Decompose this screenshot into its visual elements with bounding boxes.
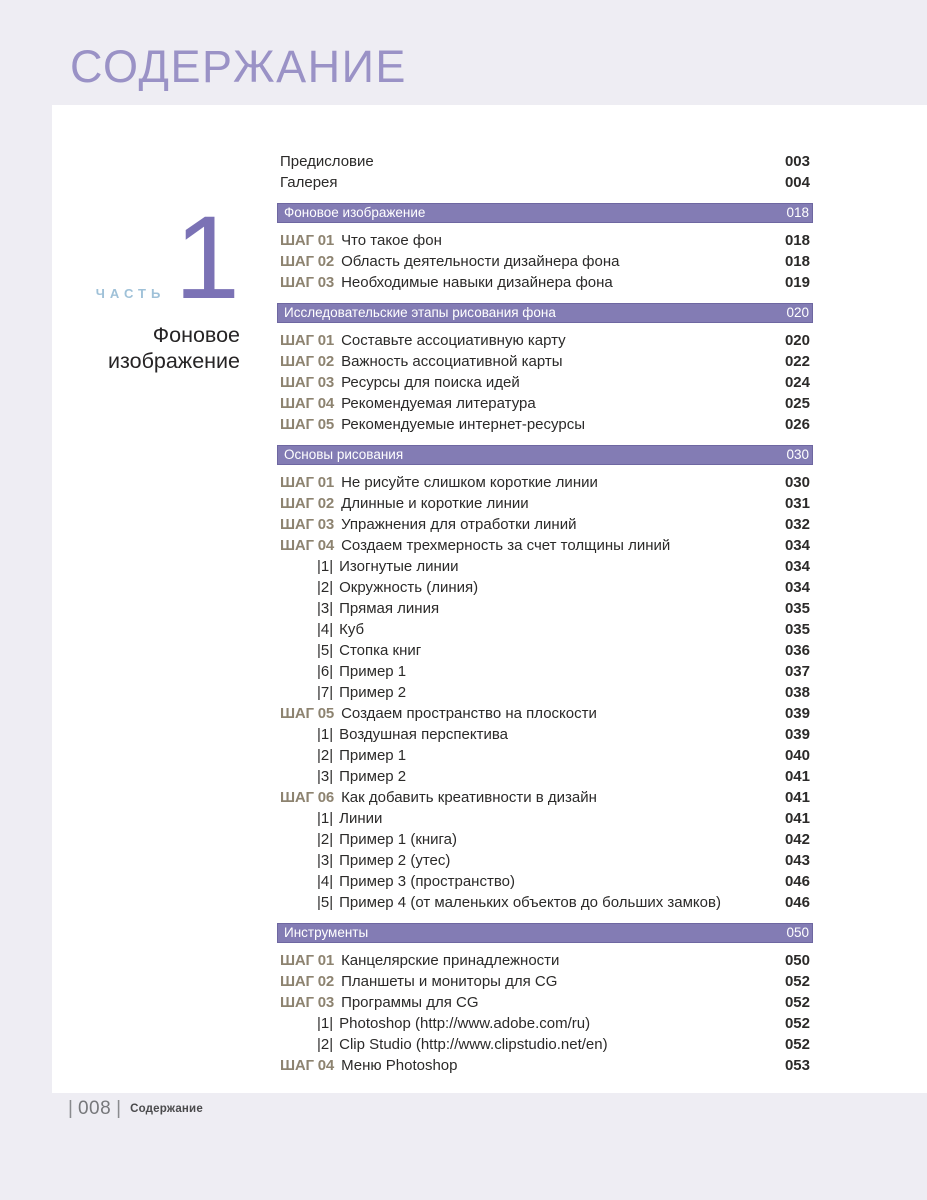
entry-text bbox=[280, 330, 566, 351]
entry-text bbox=[280, 230, 442, 251]
entry-title: Необходимые навыки дизайнера фона bbox=[341, 274, 613, 291]
entry-page-number: 052 bbox=[784, 973, 810, 990]
entry-title: Что такое фон bbox=[341, 232, 442, 249]
entry-page-number: 039 bbox=[784, 726, 810, 743]
entry-title: Пример 2 bbox=[339, 684, 407, 701]
entry-text bbox=[280, 151, 374, 172]
entry-text bbox=[280, 414, 585, 435]
entry-page-number: 040 bbox=[784, 747, 810, 764]
subentry-index: |3| bbox=[317, 768, 334, 785]
entry-page-number: 041 bbox=[784, 789, 810, 806]
step-label: ШАГ 02 bbox=[280, 353, 335, 370]
step-label: ШАГ 01 bbox=[280, 332, 335, 349]
entry-text bbox=[280, 472, 598, 493]
step-label: ШАГ 03 bbox=[280, 994, 335, 1011]
toc-entry bbox=[280, 172, 810, 193]
entry-text bbox=[317, 640, 421, 661]
subentry-index: |3| bbox=[317, 852, 334, 869]
section-header-bar bbox=[277, 923, 813, 943]
toc-entry bbox=[280, 971, 810, 992]
entry-text bbox=[280, 703, 597, 724]
entry-title: Прямая линия bbox=[339, 600, 440, 617]
entry-page-number: 036 bbox=[784, 642, 810, 659]
entry-page-number: 034 bbox=[784, 579, 810, 596]
step-label: ШАГ 05 bbox=[280, 416, 335, 433]
step-label: ШАГ 02 bbox=[280, 253, 335, 270]
entry-title: Канцелярские принадлежности bbox=[341, 952, 560, 969]
entry-title: Упражнения для отработки линий bbox=[341, 516, 577, 533]
toc-entry bbox=[280, 950, 810, 971]
subentry-index: |5| bbox=[317, 894, 334, 911]
entry-title: Ресурсы для поиска идей bbox=[341, 374, 520, 391]
entry-title: Длинные и короткие линии bbox=[341, 495, 529, 512]
step-label: ШАГ 01 bbox=[280, 232, 335, 249]
entry-text bbox=[280, 787, 597, 808]
part-number: 1 bbox=[174, 192, 240, 324]
content-sheet bbox=[52, 105, 927, 1093]
toc-subentry bbox=[280, 619, 810, 640]
entry-title: Создаем трехмерность за счет толщины линий bbox=[341, 537, 671, 554]
entry-title: Стопка книг bbox=[339, 642, 422, 659]
section-page-number: 050 bbox=[786, 925, 809, 940]
entry-title: Окружность (линия) bbox=[339, 579, 479, 596]
entry-title: Clip Studio (http://www.clipstudio.net/en) bbox=[339, 1036, 608, 1053]
toc-entry bbox=[280, 1055, 810, 1076]
entry-title: Создаем пространство на плоскости bbox=[341, 705, 597, 722]
entry-page-number: 043 bbox=[784, 852, 810, 869]
part-block bbox=[52, 192, 240, 374]
toc-entry bbox=[280, 330, 810, 351]
entry-text bbox=[317, 661, 406, 682]
entry-text bbox=[280, 351, 563, 372]
part-heading bbox=[52, 192, 240, 324]
entry-text bbox=[317, 1034, 608, 1055]
toc-subentry bbox=[280, 682, 810, 703]
entry-page-number: 022 bbox=[784, 353, 810, 370]
entry-title: Пример 4 (от маленьких объектов до больших замков) bbox=[339, 894, 721, 911]
subentry-index: |1| bbox=[317, 726, 334, 743]
entry-text bbox=[317, 682, 406, 703]
entry-text bbox=[317, 892, 721, 913]
entry-title: Пример 1 bbox=[339, 747, 407, 764]
step-label: ШАГ 04 bbox=[280, 537, 335, 554]
entry-text bbox=[280, 514, 576, 535]
entry-text bbox=[317, 766, 406, 787]
subentry-index: |1| bbox=[317, 558, 334, 575]
toc-subentry bbox=[280, 829, 810, 850]
toc-subentry bbox=[280, 556, 810, 577]
part-name bbox=[52, 322, 240, 374]
toc-subentry bbox=[280, 640, 810, 661]
entry-page-number: 037 bbox=[784, 663, 810, 680]
toc-entry bbox=[280, 251, 810, 272]
entry-title: Планшеты и мониторы для CG bbox=[341, 973, 558, 990]
entry-title: Пример 1 (книга) bbox=[339, 831, 458, 848]
entry-text bbox=[317, 577, 478, 598]
entry-title: Куб bbox=[339, 621, 365, 638]
step-label: ШАГ 03 bbox=[280, 274, 335, 291]
toc-subentry bbox=[280, 577, 810, 598]
entry-page-number: 042 bbox=[784, 831, 810, 848]
toc-entry bbox=[280, 703, 810, 724]
entry-text bbox=[317, 850, 450, 871]
section-title: Инструменты bbox=[284, 925, 369, 940]
entry-page-number: 038 bbox=[784, 684, 810, 701]
toc-subentry bbox=[280, 1034, 810, 1055]
step-label: ШАГ 01 bbox=[280, 952, 335, 969]
toc-entry bbox=[280, 230, 810, 251]
entry-page-number: 018 bbox=[784, 253, 810, 270]
subentry-index: |2| bbox=[317, 831, 334, 848]
step-label: ШАГ 01 bbox=[280, 474, 335, 491]
entry-text bbox=[280, 971, 557, 992]
section-page-number: 020 bbox=[786, 305, 809, 320]
page-title: СОДЕРЖАНИЕ bbox=[70, 41, 407, 92]
entry-text bbox=[280, 393, 536, 414]
entry-title: Пример 3 (пространство) bbox=[339, 873, 515, 890]
section-title: Фоновое изображение bbox=[284, 205, 426, 220]
section-title: Исследовательские этапы рисования фона bbox=[284, 305, 556, 320]
toc-subentry bbox=[280, 871, 810, 892]
entry-page-number: 041 bbox=[784, 768, 810, 785]
subentry-index: |4| bbox=[317, 621, 334, 638]
entry-title: Пример 2 (утес) bbox=[339, 852, 451, 869]
toc-entry bbox=[280, 472, 810, 493]
section-title: Основы рисования bbox=[284, 447, 404, 462]
entry-page-number: 025 bbox=[784, 395, 810, 412]
subentry-index: |4| bbox=[317, 873, 334, 890]
subentry-index: |2| bbox=[317, 579, 334, 596]
subentry-index: |2| bbox=[317, 1036, 334, 1053]
entry-title: Пример 2 bbox=[339, 768, 407, 785]
section-header-bar bbox=[277, 445, 813, 465]
step-label: ШАГ 03 bbox=[280, 516, 335, 533]
entry-page-number: 052 bbox=[784, 994, 810, 1011]
entry-page-number: 026 bbox=[784, 416, 810, 433]
entry-page-number: 034 bbox=[784, 537, 810, 554]
entry-text bbox=[280, 272, 613, 293]
entry-title: Как добавить креативности в дизайн bbox=[341, 789, 597, 806]
part-name-line1: Фоновое bbox=[152, 323, 240, 347]
entry-text bbox=[317, 829, 457, 850]
subentry-index: |5| bbox=[317, 642, 334, 659]
step-label: ШАГ 05 bbox=[280, 705, 335, 722]
entry-text bbox=[280, 535, 670, 556]
entry-page-number: 030 bbox=[784, 474, 810, 491]
page-footer bbox=[68, 1098, 203, 1120]
entry-page-number: 050 bbox=[784, 952, 810, 969]
entry-text bbox=[317, 871, 515, 892]
entry-text bbox=[280, 1055, 458, 1076]
entry-page-number: 035 bbox=[784, 600, 810, 617]
section-page-number: 018 bbox=[786, 205, 809, 220]
entry-page-number: 046 bbox=[784, 873, 810, 890]
entry-text bbox=[317, 619, 364, 640]
entry-page-number: 035 bbox=[784, 621, 810, 638]
toc-subentry bbox=[280, 1013, 810, 1034]
subentry-index: |2| bbox=[317, 747, 334, 764]
entry-text bbox=[317, 745, 406, 766]
step-label: ШАГ 03 bbox=[280, 374, 335, 391]
toc-entry bbox=[280, 992, 810, 1013]
section-header-bar bbox=[277, 303, 813, 323]
entry-title: Рекомендуемые интернет-ресурсы bbox=[341, 416, 585, 433]
entry-page-number: 024 bbox=[784, 374, 810, 391]
subentry-index: |3| bbox=[317, 600, 334, 617]
subentry-index: |1| bbox=[317, 1015, 334, 1032]
toc-subentry bbox=[280, 808, 810, 829]
footer-separator: | bbox=[116, 1098, 122, 1119]
step-label: ШАГ 02 bbox=[280, 495, 335, 512]
part-label: ЧАСТЬ bbox=[95, 286, 166, 301]
subentry-index: |7| bbox=[317, 684, 334, 701]
section-page-number: 030 bbox=[786, 447, 809, 462]
toc-subentry bbox=[280, 598, 810, 619]
toc-entry bbox=[280, 787, 810, 808]
toc-entry bbox=[280, 351, 810, 372]
entry-page-number: 052 bbox=[784, 1036, 810, 1053]
entry-title: Меню Photoshop bbox=[341, 1057, 458, 1074]
step-label: ШАГ 06 bbox=[280, 789, 335, 806]
entry-text bbox=[280, 493, 529, 514]
entry-text bbox=[317, 1013, 590, 1034]
entry-page-number: 003 bbox=[784, 153, 810, 170]
entry-page-number: 052 bbox=[784, 1015, 810, 1032]
entry-title: Пример 1 bbox=[339, 663, 407, 680]
toc-subentry bbox=[280, 766, 810, 787]
entry-title: Воздушная перспектива bbox=[339, 726, 508, 743]
entry-text bbox=[280, 372, 520, 393]
subentry-index: |1| bbox=[317, 810, 334, 827]
entry-title: Не рисуйте слишком короткие линии bbox=[341, 474, 598, 491]
footer-separator: | bbox=[68, 1098, 73, 1119]
entry-title: Важность ассоциативной карты bbox=[341, 353, 563, 370]
entry-text bbox=[317, 598, 439, 619]
entry-page-number: 046 bbox=[784, 894, 810, 911]
toc-entry bbox=[280, 535, 810, 556]
toc-entry bbox=[280, 493, 810, 514]
entry-text bbox=[317, 724, 508, 745]
entry-page-number: 018 bbox=[784, 232, 810, 249]
entry-text bbox=[317, 808, 382, 829]
step-label: ШАГ 02 bbox=[280, 973, 335, 990]
entry-title: Photoshop (http://www.adobe.com/ru) bbox=[339, 1015, 591, 1032]
toc-entry bbox=[280, 414, 810, 435]
toc-entry bbox=[280, 151, 810, 172]
entry-page-number: 041 bbox=[784, 810, 810, 827]
entry-page-number: 031 bbox=[784, 495, 810, 512]
entry-text bbox=[280, 992, 479, 1013]
toc-entry bbox=[280, 514, 810, 535]
entry-title: Изогнутые линии bbox=[339, 558, 459, 575]
entry-page-number: 034 bbox=[784, 558, 810, 575]
entry-title: Область деятельности дизайнера фона bbox=[341, 253, 620, 270]
toc-subentry bbox=[280, 661, 810, 682]
toc-subentry bbox=[280, 745, 810, 766]
entry-page-number: 032 bbox=[784, 516, 810, 533]
toc-entry bbox=[280, 393, 810, 414]
part-name-line2: изображение bbox=[108, 349, 240, 373]
entry-title: Линии bbox=[339, 810, 383, 827]
entry-text bbox=[280, 950, 559, 971]
toc-subentry bbox=[280, 724, 810, 745]
entry-page-number: 020 bbox=[784, 332, 810, 349]
entry-title: Программы для CG bbox=[341, 994, 479, 1011]
toc bbox=[280, 151, 810, 1076]
toc-entry bbox=[280, 272, 810, 293]
footer-label: Содержание bbox=[130, 1103, 203, 1115]
toc-entry bbox=[280, 372, 810, 393]
footer-page-number: 008 bbox=[77, 1098, 112, 1119]
entry-title: Галерея bbox=[280, 174, 338, 191]
entry-page-number: 039 bbox=[784, 705, 810, 722]
entry-page-number: 053 bbox=[784, 1057, 810, 1074]
step-label: ШАГ 04 bbox=[280, 395, 335, 412]
entry-title: Составьте ассоциативную карту bbox=[341, 332, 566, 349]
entry-title: Рекомендуемая литература bbox=[341, 395, 536, 412]
subentry-index: |6| bbox=[317, 663, 334, 680]
entry-text bbox=[317, 556, 459, 577]
section-header-bar bbox=[277, 203, 813, 223]
toc-subentry bbox=[280, 892, 810, 913]
entry-page-number: 004 bbox=[784, 174, 810, 191]
entry-title: Предисловие bbox=[280, 153, 374, 170]
entry-text bbox=[280, 172, 338, 193]
toc-subentry bbox=[280, 850, 810, 871]
step-label: ШАГ 04 bbox=[280, 1057, 335, 1074]
entry-page-number: 019 bbox=[784, 274, 810, 291]
entry-text bbox=[280, 251, 620, 272]
